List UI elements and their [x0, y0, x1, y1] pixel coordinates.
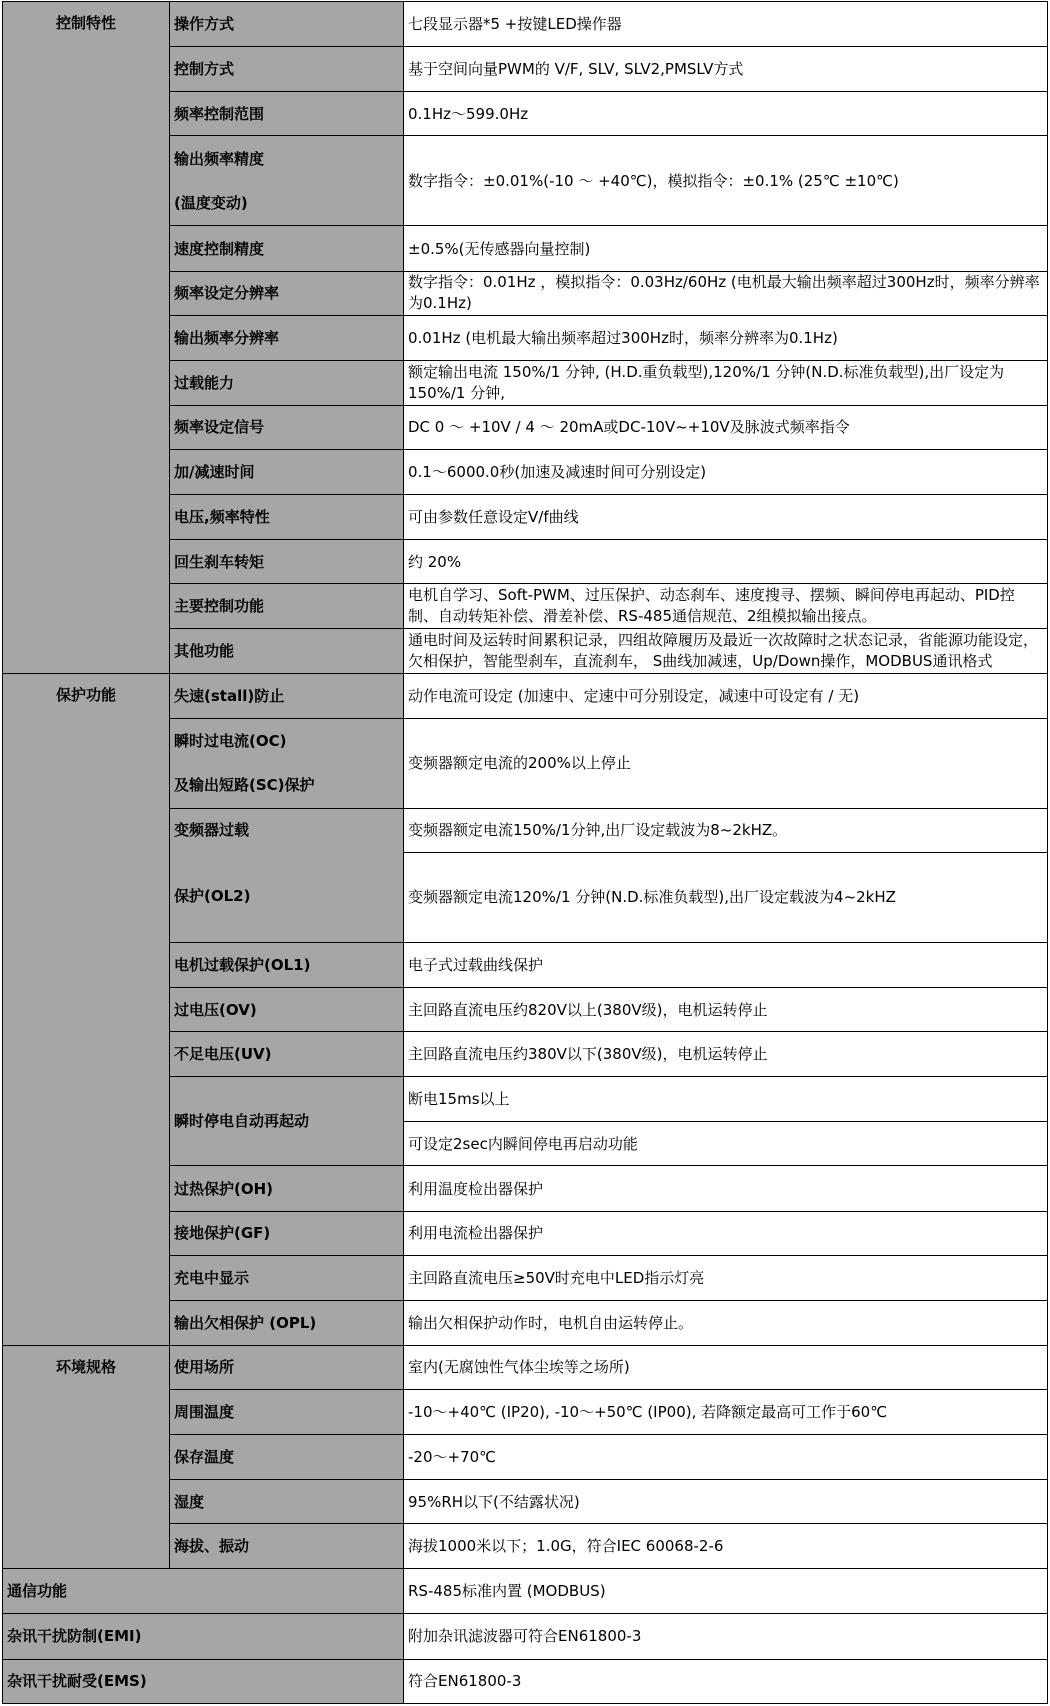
spec-name-line1: 输出频率精度	[174, 149, 265, 168]
spec-name: 频率设定分辨率	[170, 271, 404, 315]
spec-name: 操作方式	[170, 2, 404, 47]
spec-name-line2: 及输出短路(SC)保护	[174, 776, 315, 795]
spec-value: 输出欠相保护动作时，电机自由运转停止。	[404, 1300, 1048, 1345]
spec-name: 周围温度	[170, 1389, 404, 1434]
table-row	[3, 2, 1048, 47]
spec-value: 符合EN61800-3	[404, 1659, 1048, 1703]
table-row	[3, 1659, 1048, 1703]
spec-name: 接地保护(GF)	[170, 1211, 404, 1255]
spec-value: DC 0 ～ +10V / 4 ～ 20mA或DC-10V~+10V及脉波式频率指令	[404, 405, 1048, 449]
spec-value: 主回路直流电压约380V以下(380V级)，电机运转停止	[404, 1032, 1048, 1077]
spec-value: 可由参数任意设定V/f曲线	[404, 495, 1048, 540]
spec-value: 0.1Hz～599.0Hz	[404, 92, 1048, 136]
spec-value: 电子式过载曲线保护	[404, 943, 1048, 988]
spec-name: 速度控制精度	[170, 226, 404, 271]
spec-name	[170, 136, 404, 226]
spec-name: 不足电压(UV)	[170, 1032, 404, 1077]
spec-value: RS-485标准内置 (MODBUS)	[404, 1569, 1048, 1614]
spec-value: 主回路直流电压约820V以上(380V级)，电机运转停止	[404, 988, 1048, 1032]
table-row	[3, 1569, 1048, 1614]
spec-name: 电压,频率特性	[170, 495, 404, 540]
spec-table	[2, 1, 1048, 1704]
spec-name: 输出欠相保护 (OPL)	[170, 1300, 404, 1345]
spec-value: 断电15ms以上	[404, 1077, 1048, 1122]
table-row	[3, 1614, 1048, 1659]
spec-value: 七段显示器*5 +按键LED操作器	[404, 2, 1048, 47]
spec-value: 海拔1000米以下；1.0G，符合IEC 60068-2-6	[404, 1524, 1048, 1569]
spec-value: -20～+70℃	[404, 1435, 1048, 1480]
spec-value: 基于空间向量PWM的 V/F, SLV, SLV2,PMSLV方式	[404, 47, 1048, 92]
spec-value: 数字指令：±0.01%(-10 ～ +40℃)，模拟指令：±0.1% (25℃ ±10℃)	[404, 136, 1048, 226]
spec-name: 过热保护(OH)	[170, 1166, 404, 1211]
spec-value: 额定输出电流 150%/1 分钟, (H.D.重负载型),120%/1 分钟(N.D.标准负载型),出厂设定为150%/1 分钟,	[404, 360, 1048, 405]
spec-value: 利用电流检出器保护	[404, 1211, 1048, 1255]
spec-name: 过载能力	[170, 360, 404, 405]
spec-value: ±0.5%(无传感器向量控制)	[404, 226, 1048, 271]
spec-name: 杂讯干扰防制(EMI)	[3, 1614, 404, 1659]
spec-name-line2: (温度变动)	[174, 193, 248, 212]
spec-name: 保存温度	[170, 1435, 404, 1480]
spec-value: 可设定2sec内瞬间停电再启动功能	[404, 1122, 1048, 1166]
table-row	[3, 674, 1048, 718]
spec-value: 室内(无腐蚀性气体尘埃等之场所)	[404, 1345, 1048, 1389]
category-environment: 环境规格	[3, 1345, 170, 1568]
spec-name	[170, 718, 404, 808]
category-protection: 保护功能	[3, 674, 170, 1345]
spec-name: 频率控制范围	[170, 92, 404, 136]
table-row	[3, 1345, 1048, 1389]
spec-value: 变频器额定电流120%/1 分钟(N.D.标准负载型),出厂设定载波为4~2kHZ	[404, 852, 1048, 942]
spec-name: 充电中显示	[170, 1255, 404, 1300]
spec-name: 其他功能	[170, 629, 404, 674]
spec-name: 过电压(OV)	[170, 988, 404, 1032]
spec-name: 输出频率分辨率	[170, 315, 404, 360]
spec-name: 通信功能	[3, 1569, 404, 1614]
category-control: 控制特性	[3, 2, 170, 674]
spec-value: 约 20%	[404, 540, 1048, 584]
spec-value: 动作电流可设定 (加速中、定速中可分别设定，减速中可设定有 / 无)	[404, 674, 1048, 718]
spec-name-line1: 瞬时过电流(OC)	[174, 732, 287, 751]
spec-name: 失速(stall)防止	[170, 674, 404, 718]
spec-value: 电机自学习、Soft-PWM、过压保护、动态刹车、速度搜寻、摆频、瞬间停电再起动、PID控制、自动转矩补偿、滑差补偿、RS-485通信规范、2组模拟输出接点。	[404, 584, 1048, 629]
spec-name: 使用场所	[170, 1345, 404, 1389]
spec-name: 回生刹车转矩	[170, 540, 404, 584]
spec-value: 0.01Hz (电机最大输出频率超过300Hz时，频率分辨率为0.1Hz)	[404, 315, 1048, 360]
spec-name: 湿度	[170, 1480, 404, 1524]
spec-name-line2: 保护(OL2)	[174, 886, 251, 905]
spec-name: 海拔、振动	[170, 1524, 404, 1569]
spec-value: 变频器额定电流150%/1分钟,出厂设定载波为8~2kHZ。	[404, 808, 1048, 852]
spec-name: 杂讯干扰耐受(EMS)	[3, 1659, 404, 1703]
spec-value: 通电时间及运转时间累积记录，四组故障履历及最近一次故障时之状态记录，省能源功能设定，欠相保护，智能型刹车，直流刹车， S曲线加减速，Up/Down操作，MODBUS通讯格式	[404, 629, 1048, 674]
spec-value: 利用温度检出器保护	[404, 1166, 1048, 1211]
spec-value: 主回路直流电压≥50V时充电中LED指示灯亮	[404, 1255, 1048, 1300]
spec-value: 变频器额定电流的200%以上停止	[404, 718, 1048, 808]
spec-name: 电机过载保护(OL1)	[170, 943, 404, 988]
spec-value: 95%RH以下(不结露状况)	[404, 1480, 1048, 1524]
spec-value: 附加杂讯滤波器可符合EN61800-3	[404, 1614, 1048, 1659]
spec-value: 数字指令：0.01Hz ，模拟指令：0.03Hz/60Hz (电机最大输出频率超过300Hz时，频率分辨率为0.1Hz)	[404, 271, 1048, 315]
spec-name: 控制方式	[170, 47, 404, 92]
spec-name: 频率设定信号	[170, 405, 404, 449]
spec-name: 瞬时停电自动再起动	[170, 1077, 404, 1166]
spec-name-line1: 变频器过载	[174, 820, 250, 839]
spec-name: 加/减速时间	[170, 449, 404, 494]
spec-name: 主要控制功能	[170, 584, 404, 629]
spec-name	[170, 808, 404, 942]
spec-value: -10～+40℃ (IP20), -10～+50℃ (IP00), 若降额定最高可工作于60℃	[404, 1389, 1048, 1434]
spec-value: 0.1～6000.0秒(加速及减速时间可分别设定)	[404, 449, 1048, 494]
